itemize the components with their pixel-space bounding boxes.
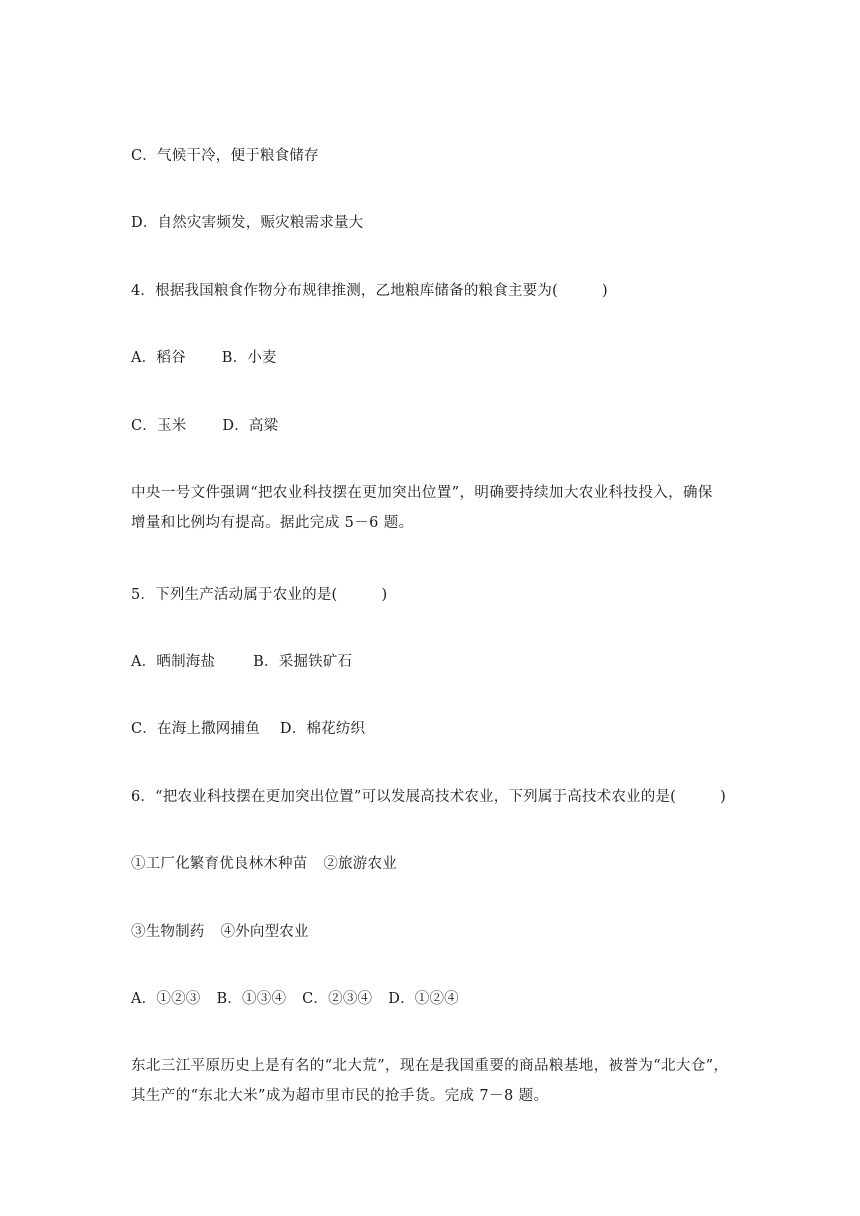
q4-option-c: C．玉米 bbox=[131, 418, 187, 434]
passage-5-6-line-1: 中央一号文件强调“把农业科技摆在更加突出位置”，明确要持续加大农业科技投入，确保 bbox=[131, 485, 713, 501]
q6-item-4: ④外向型农业 bbox=[220, 924, 309, 940]
q4-option-b: B．小麦 bbox=[221, 350, 277, 366]
q4-option-d: D．高粱 bbox=[222, 418, 279, 434]
q6-items-row-2 bbox=[131, 922, 741, 942]
q5-option-b: B．采掘铁矿石 bbox=[253, 654, 353, 670]
q6-option-a: A．①②③ bbox=[131, 991, 201, 1007]
q4-options-row-2 bbox=[131, 416, 741, 436]
q6-option-c: C．②③④ bbox=[302, 991, 373, 1007]
q4-options-row-1 bbox=[131, 348, 741, 368]
passage-7-8-line-2: 其生产的“东北大米”成为超市里市民的抢手货。完成 7－8 题。 bbox=[131, 1088, 549, 1104]
q6-option-d: D．①②④ bbox=[388, 991, 459, 1007]
q6-option-b: B．①③④ bbox=[216, 991, 287, 1007]
q5-option-a: A．晒制海盐 bbox=[131, 654, 216, 670]
passage-7-8 bbox=[131, 1051, 736, 1111]
passage-5-6 bbox=[131, 478, 736, 538]
q5-stem: 5．下列生产活动属于农业的是( ) bbox=[131, 587, 388, 603]
q6-items-row-1 bbox=[131, 854, 741, 874]
q6-stem: 6．“把农业科技摆在更加突出位置”可以发展高技术农业，下列属于高技术农业的是( ) bbox=[131, 789, 726, 805]
q5-options-row-1 bbox=[131, 652, 741, 672]
q6-item-3: ③生物制药 bbox=[131, 924, 205, 940]
q5-options-row-2 bbox=[131, 719, 741, 739]
passage-5-6-line-2: 增量和比例均有提高。据此完成 5－6 题。 bbox=[131, 515, 414, 531]
q4-stem: 4．根据我国粮食作物分布规律推测，乙地粮库储备的粮食主要为( ) bbox=[131, 283, 608, 299]
q5-option-d: D．棉花纺织 bbox=[279, 721, 366, 737]
q4-option-a: A．稻谷 bbox=[131, 350, 186, 366]
q3-option-d: D．自然灾害频发，赈灾粮需求量大 bbox=[131, 215, 364, 231]
passage-7-8-line-1: 东北三江平原历史上是有名的“北大荒”，现在是我国重要的商品粮基地，被誉为“北大仓”， bbox=[131, 1058, 729, 1074]
q6-options-row bbox=[131, 989, 741, 1009]
q6-item-1: ①工厂化繁育优良林木种苗 bbox=[131, 856, 308, 872]
q3-option-c: C．气候干冷，便于粮食储存 bbox=[131, 148, 319, 164]
q6-item-2: ②旅游农业 bbox=[323, 856, 397, 872]
q5-option-c: C．在海上撒网捕鱼 bbox=[131, 721, 260, 737]
